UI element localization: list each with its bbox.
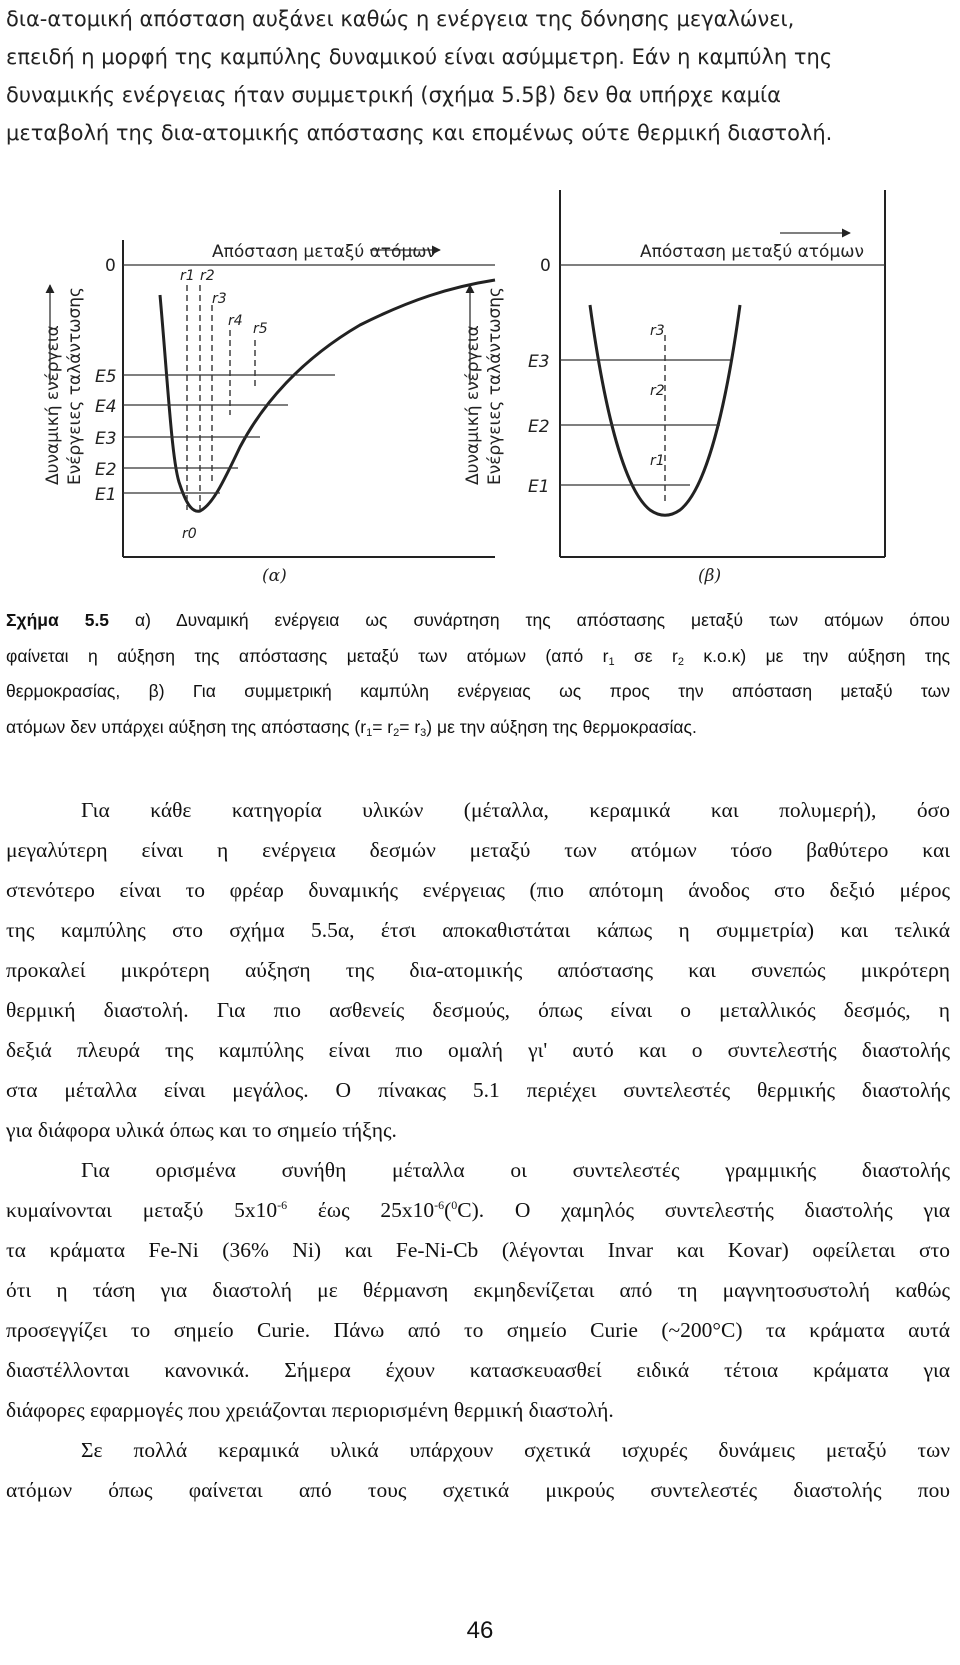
body-line: διάφορες εφαρμογές που χρειάζονται περιορισμένη θερμική διαστολή. [6,1398,614,1422]
body-line: ατόμων όπως φαίνεται από τους σχετικά μικρούς συντελεστές διαστολής που [6,1478,950,1502]
caption-line [6,603,950,639]
panel-a-zero-label: 0 [105,256,116,276]
potential-energy-figure [40,185,940,625]
body-line: προσεγγίζει το σημείο Curie. Πάνω από το σημείο Curie (~200°C) τα κράματα αυτά [6,1318,950,1342]
figure-caption [6,603,950,745]
intro-line: μεταβολή της δια-ατομικής απόστασης και επομένως ούτε θερμική διαστολή. [6,121,833,145]
caption-text: φαίνεται η αύξηση της απόστασης μεταξύ των ατόμων (από r [6,645,609,666]
panel-b-r2: r2 [650,383,665,399]
body-line: Σε πολλά κεραμικά υλικά υπάρχουν σχετικά ισχυρές δυνάμεις μεταξύ των [81,1438,950,1462]
panel-b-r3: r3 [650,323,665,339]
panel-a-potential-curve [160,280,495,511]
caption-line [6,710,950,746]
body-superscript: -6 [277,1198,288,1212]
caption-line: θερμοκρασίας, β) Για συμμετρική καμπύλη ενέργειας ως προς την απόσταση μεταξύ των [6,681,950,701]
body-text-run: έως 25x10 [287,1198,435,1222]
panel-b-e3: E3 [528,352,550,372]
panel-b-zero-label: 0 [540,256,551,276]
caption-text: σε r [614,645,678,666]
body-line [6,1190,950,1230]
panel-a-e5: E5 [95,367,117,387]
body-text-run: ( [444,1198,452,1222]
panel-a-e1: E1 [95,485,117,505]
body-line: δεξιά πλευρά της καμπύλης είναι πιο ομαλή γι' αυτό και ο συντελεστής διαστολής [6,1038,950,1062]
caption-text: = r [399,716,421,737]
intro-line: δυναμικής ενέργειας ήταν συμμετρική (σχήμα 5.5β) δεν θα υπήρχε καμία [6,83,781,107]
intro-line: δια-ατομική απόσταση αυξάνει καθώς η ενέργεια της δόνησης μεγαλώνει, [6,7,795,31]
caption-subscript: 1 [608,655,615,668]
panel-a-r4: r4 [228,313,243,329]
panel-a-xlabel: Απόσταση μεταξύ ατόμων [212,242,436,262]
body-line: θερμική διαστολή. Για πιο ασθενείς δεσμούς, όπως είναι ο μεταλλικός δεσμός, η [6,998,950,1022]
panel-a-r2: r2 [200,268,215,284]
caption-figure-number: Σχήμα 5.5 [6,610,110,630]
body-text [6,790,950,1510]
body-line: μεγαλύτερη είναι η ενέργεια δεσμών μεταξύ των ατόμων τόσο βαθύτερο και [6,838,950,862]
body-line: προκαλεί μικρότερη αύξηση της δια-ατομικής απόστασης και συνεπώς μικρότερη [6,958,950,982]
caption-text: = r [372,716,394,737]
intro-line: επειδή η μορφή της καμπύλης δυναμικού είναι ασύμμετρη. Εάν η καμπύλη της [6,45,833,69]
panel-b-ylabel-2: Ενέργειες ταλάντωσης [485,287,505,485]
caption-text: κ.ο.κ) με την αύξηση της [683,645,951,666]
panel-b-xlabel: Απόσταση μεταξύ ατόμων [640,242,864,262]
body-line: τα κράματα Fe-Ni (36% Ni) και Fe-Ni-Cb (λέγονται Invar και Kovar) οφείλεται στο [6,1238,950,1262]
body-text-run: κυμαίνονται μεταξύ 5x10 [6,1198,278,1222]
caption-subscript: 2 [393,726,400,739]
panel-a-ylabel-2: Ενέργειες ταλάντωσης [65,287,85,485]
caption-text: ατόμων δεν υπάρχει αύξηση της απόστασης (r [6,716,367,737]
panel-a-label: (α) [262,566,287,586]
panel-b-ylabel-1: Δυναμική ενέργεια [463,325,483,485]
caption-text: ) με την αύξηση της θερμοκρασίας. [426,716,697,737]
body-line: Για ορισμένα συνήθη μέταλλα οι συντελεστές γραμμικής διαστολής [81,1158,950,1182]
caption-text: α) Δυναμική ενέργεια ως συνάρτηση της απόστασης μεταξύ των ατόμων όπου [109,610,950,630]
body-line: διαστέλλονται κανονικά. Σήμερα έχουν κατασκευασθεί ειδικά τέτοια κράματα για [6,1358,950,1382]
panel-a [43,240,495,586]
panel-a-e2: E2 [95,460,117,480]
body-line: της καμπύλης στο σχήμα 5.5α, έτσι αποκαθιστάται κάπως η συμμετρία) και τελικά [6,918,950,942]
caption-line [6,639,950,675]
body-line: ότι η τάση για διαστολή με θέρμανση εκμηδενίζεται από τη μαγνητοσυστολή καθώς [6,1278,950,1302]
caption-subscript: 3 [420,726,427,739]
panel-b-label: (β) [698,566,722,586]
figure-5-5 [40,185,940,625]
panel-a-ylabel-1: Δυναμική ενέργεια [43,325,63,485]
intro-paragraph [6,0,950,152]
page-number: 46 [466,1617,494,1644]
panel-b-e2: E2 [528,417,550,437]
panel-a-ylabel [43,287,85,485]
body-line: Για κάθε κατηγορία υλικών (μέταλλα, κεραμικά και πολυμερή), όσο [81,798,950,822]
body-superscript: 0 [451,1198,458,1212]
body-superscript: -6 [434,1198,445,1212]
panel-a-e4: E4 [95,397,117,417]
panel-a-r0: r0 [182,526,197,542]
panel-a-r5: r5 [253,321,268,337]
body-line: στενότερο είναι το φρέαρ δυναμικής ενέργειας (πιο απότομη άνοδος στο δεξιό μέρος [6,878,950,902]
body-text-run: C). Ο χαμηλός συντελεστής διαστολής για [457,1198,950,1222]
caption-subscript: 2 [677,655,684,668]
panel-b-r1: r1 [650,453,665,469]
body-line: για διάφορα υλικά όπως και το σημείο τήξης. [6,1118,397,1142]
panel-b-e1: E1 [528,477,550,497]
panel-b-ylabel [463,287,505,485]
panel-a-e3: E3 [95,429,117,449]
panel-a-r3: r3 [212,291,227,307]
body-line: στα μέταλλα είναι μεγάλος. Ο πίνακας 5.1 περιέχει συντελεστές θερμικής διαστολής [6,1078,950,1102]
panel-b [463,190,885,586]
panel-a-r1: r1 [180,268,195,284]
caption-subscript: 1 [366,726,373,739]
